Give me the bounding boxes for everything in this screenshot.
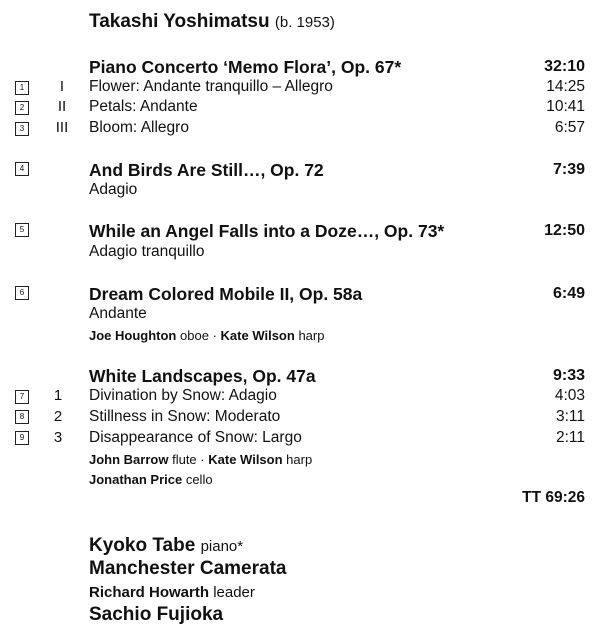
- conductor-name: Sachio Fujioka: [89, 604, 224, 625]
- movement-title: Divination by Snow: Adagio: [89, 387, 277, 404]
- track-number: 4: [15, 162, 29, 176]
- movement-duration: 2:11: [555, 429, 585, 446]
- composer-name: Takashi Yoshimatsu: [89, 11, 270, 32]
- composer-heading: [89, 11, 335, 33]
- movement-title: Stillness in Snow: Moderato: [89, 408, 281, 425]
- work-title: White Landscapes, Op. 47a: [89, 366, 316, 386]
- track-number: 5: [15, 223, 29, 237]
- movement-numeral: 2: [53, 408, 63, 425]
- work-duration: 6:49: [552, 285, 585, 302]
- leader-role: leader: [213, 584, 255, 601]
- track-number: 7: [15, 390, 29, 404]
- soloist-name: Kyoko Tabe: [89, 535, 196, 556]
- track-number: 3: [15, 122, 29, 136]
- work-title: And Birds Are Still…, Op. 72: [89, 160, 324, 180]
- work-title: Dream Colored Mobile II, Op. 58a: [89, 284, 363, 304]
- performer-instrument: harp: [286, 452, 313, 467]
- performer-instrument: flute: [172, 452, 197, 467]
- movement-numeral: 3: [53, 429, 63, 446]
- work-title: While an Angel Falls into a Doze…, Op. 73*: [89, 221, 445, 241]
- work-tempo: Adagio: [89, 181, 138, 198]
- track-number: 8: [15, 410, 29, 424]
- movement-title: Petals: Andante: [89, 98, 198, 115]
- track-number: 6: [15, 286, 29, 300]
- movement-title: Disappearance of Snow: Largo: [89, 429, 302, 446]
- performers-line: [89, 328, 324, 343]
- performer-name: Kate Wilson: [208, 452, 283, 467]
- track-number: 9: [15, 431, 29, 445]
- movement-duration: 10:41: [546, 98, 585, 115]
- movement-duration: 14:25: [546, 78, 585, 95]
- work-duration: 9:33: [552, 367, 585, 384]
- soloist-credit: [89, 535, 243, 557]
- movement-title: Bloom: Allegro: [89, 119, 189, 136]
- separator-dot: ·: [200, 452, 205, 467]
- work-duration: 12:50: [544, 222, 585, 239]
- performer-name: Joe Houghton: [89, 328, 177, 343]
- performer-instrument: oboe: [180, 328, 209, 343]
- ensemble-name: Manchester Camerata: [89, 558, 287, 579]
- movement-numeral: 1: [53, 387, 63, 404]
- soloist-role: piano*: [200, 538, 244, 555]
- work-title: Piano Concerto ‘Memo Flora’, Op. 67*: [89, 57, 402, 77]
- track-number: 1: [15, 81, 29, 95]
- work-tempo: Andante: [89, 305, 147, 322]
- movement-duration: 3:11: [555, 408, 585, 425]
- movement-duration: 6:57: [554, 119, 585, 136]
- separator-dot: ·: [212, 328, 217, 343]
- work-tempo: Adagio tranquillo: [89, 243, 205, 260]
- composer-dates: (b. 1953): [274, 14, 335, 31]
- performer-instrument: cello: [185, 472, 213, 487]
- leader-credit: [89, 584, 255, 601]
- performer-name: Jonathan Price: [89, 472, 183, 487]
- work-duration: 32:10: [544, 58, 585, 75]
- performer-name: Kate Wilson: [220, 328, 295, 343]
- movement-title: Flower: Andante tranquillo – Allegro: [89, 78, 333, 95]
- movement-numeral: I: [59, 78, 65, 95]
- performers-line: [89, 472, 213, 487]
- movement-numeral: III: [55, 119, 69, 136]
- leader-name: Richard Howarth: [89, 584, 210, 601]
- total-time: TT 69:26: [522, 489, 585, 506]
- performers-line: [89, 452, 312, 467]
- work-duration: 7:39: [552, 161, 585, 178]
- movement-duration: 4:03: [554, 387, 585, 404]
- movement-numeral: II: [57, 98, 67, 115]
- performer-instrument: harp: [298, 328, 325, 343]
- track-number: 2: [15, 101, 29, 115]
- performer-name: John Barrow: [89, 452, 169, 467]
